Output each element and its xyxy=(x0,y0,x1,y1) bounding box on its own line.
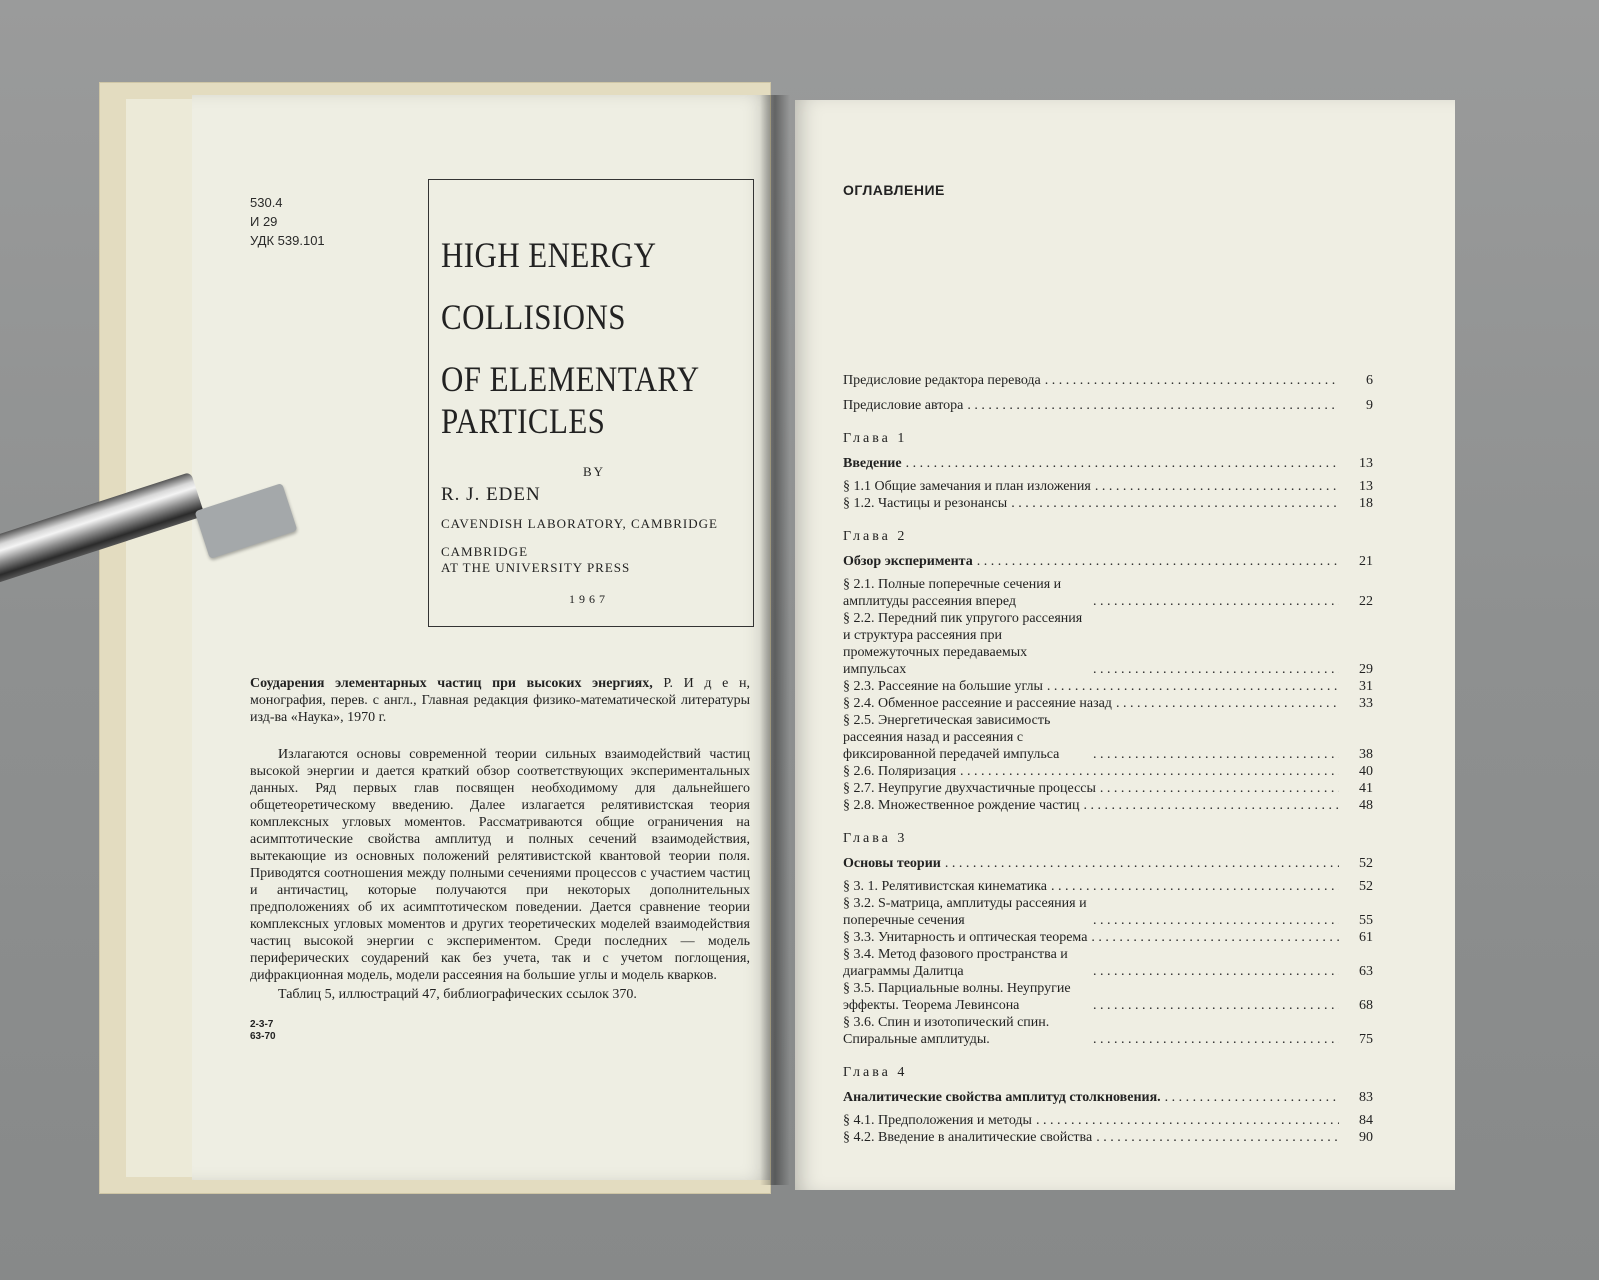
toc-entry-text: § 3.3. Унитарность и оптическая теорема xyxy=(843,930,1088,945)
toc-page-number: 41 xyxy=(1359,781,1373,796)
toc-page-number: 90 xyxy=(1359,1130,1373,1145)
toc-section-entry xyxy=(843,895,1373,929)
toc-leader-dots xyxy=(1036,1112,1339,1129)
toc-page-number: 83 xyxy=(1359,1090,1373,1105)
english-title-line: OF ELEMENTARY xyxy=(441,359,700,399)
toc-leader-dots xyxy=(1093,1031,1339,1048)
print-code: 63-70 xyxy=(250,1031,276,1042)
toc-page-number: 48 xyxy=(1359,798,1373,813)
left-page xyxy=(192,95,770,1180)
abstract xyxy=(250,675,750,1003)
print-code: 2-3-7 xyxy=(250,1019,274,1030)
toc-page-number: 61 xyxy=(1359,930,1373,945)
toc-entry-text: § 2.6. Поляризация xyxy=(843,764,957,779)
toc-page-number: 13 xyxy=(1359,456,1373,471)
chapter-title: Обзор эксперимента xyxy=(843,554,973,569)
abstract-stats: Таблиц 5, иллюстраций 47, библиографических ссылок 370. xyxy=(278,987,637,1002)
flyleaf xyxy=(126,99,196,1177)
toc-front-entry xyxy=(843,372,1373,389)
toc-section-entry xyxy=(843,929,1373,946)
toc-leader-dots xyxy=(1093,746,1339,763)
toc-page-number: 31 xyxy=(1359,679,1373,694)
chapter-title: Основы теории xyxy=(843,856,941,871)
chapter-label: Глава 4 xyxy=(843,1065,908,1080)
toc-section-entry xyxy=(843,610,1373,678)
toc-page-number: 40 xyxy=(1359,764,1373,779)
toc-leader-dots xyxy=(1093,997,1339,1014)
author-affiliation: CAVENDISH LABORATORY, CAMBRIDGE xyxy=(441,516,718,531)
toc-entry-text: § 2.2. Передний пик упругого рассеяния и структура рассеяния при промежуточных передаваемых импульсах xyxy=(843,611,1083,677)
toc-page-number: 84 xyxy=(1359,1113,1373,1128)
toc-entry-text: § 3.5. Парциальные волны. Неупругие эффекты. Теорема Левинсона xyxy=(843,981,1071,1013)
english-title xyxy=(441,224,700,452)
toc-leader-dots xyxy=(1093,963,1339,980)
toc-entry-text: § 2.7. Неупругие двухчастичные процессы xyxy=(843,781,1096,796)
toc-leader-dots xyxy=(1093,912,1339,929)
toc-entry-text: § 3.2. S-матрица, амплитуды рассеяния и поперечные сечения xyxy=(843,896,1087,928)
toc-section-entry xyxy=(843,763,1373,780)
toc-leader-dots xyxy=(1093,661,1339,678)
original-title-frame xyxy=(428,179,754,627)
chapter-label: Глава 2 xyxy=(843,529,908,544)
udc-line: 530.4 xyxy=(250,195,283,210)
english-title-line: COLLISIONS xyxy=(441,297,626,337)
publisher-line: AT THE UNIVERSITY PRESS xyxy=(441,560,631,575)
chapter-label: Глава 3 xyxy=(843,831,908,846)
toc-title: ОГЛАВЛЕНИЕ xyxy=(843,182,945,198)
toc-entry-text: Предисловие автора xyxy=(843,398,964,413)
print-codes xyxy=(250,1019,276,1043)
abstract-body: Излагаются основы современной теории сильных взаимодействий частиц высокой энергии и дается краткий обзор соответствующих экспериментальных данных. Ряд первых глав посвящен необходимому для дальнейшего общетеоретическому введению. Далее излагается релятивистская теория комплексных угловых моментов. Рассматриваются общие ограничения на асимптотические свойства амплитуд и полных сечений взаимодействия, вытекающие из основных положений релятивистской квантовой теории поля. Приводятся соотношения между полными сечениями процессов с участием частиц и античастиц, которые получаются при некоторых дополнительных предположениях об их асимптотическом поведении. Дается сравнение теории комплексных угловых моментов и других теоретических моделей взаимодействия частиц высокой энергии с экспериментом. Среди последних — модель периферических соударений как без учета, так и с учетом поглощения, дифракционная модель, модели рассеяния на большие углы и модель кварков. xyxy=(250,747,750,983)
chapter-title-row xyxy=(843,855,1373,872)
toc-leader-dots xyxy=(906,455,1339,472)
toc-page-number: 29 xyxy=(1359,662,1373,677)
book-spine xyxy=(760,95,790,1185)
toc-page-number: 18 xyxy=(1359,496,1373,511)
toc-section-entry xyxy=(843,1014,1373,1048)
abstract-title: Соударения элементарных частиц при высоких энергиях, xyxy=(250,676,653,691)
toc-leader-dots xyxy=(1051,878,1339,895)
toc-leader-dots xyxy=(1047,678,1339,695)
toc-entry-text: § 2.3. Рассеяние на большие углы xyxy=(843,679,1043,694)
toc-leader-dots xyxy=(960,763,1339,780)
toc-entry-text: § 2.8. Множественное рождение частиц xyxy=(843,798,1080,813)
chapter-title: Введение xyxy=(843,456,902,471)
toc-leader-dots xyxy=(1116,695,1339,712)
chapter-title: Аналитические свойства амплитуд столкновения. xyxy=(843,1090,1161,1105)
toc-section-entry xyxy=(843,1112,1373,1129)
toc-leader-dots xyxy=(1084,797,1339,814)
toc-entry-text: § 4.1. Предположения и методы xyxy=(843,1113,1032,1128)
toc-front-entry xyxy=(843,397,1373,414)
table-of-contents xyxy=(843,372,1373,1146)
toc-leader-dots xyxy=(1011,495,1339,512)
toc-entry-text: § 3.4. Метод фазового пространства и диаграммы Далитца xyxy=(843,947,1068,979)
abstract-meta: Р. И д е н, монография, перев. с англ., Главная редакция физико-математической литературы изд-ва «Наука», 1970 г. xyxy=(250,676,750,725)
toc-leader-dots xyxy=(967,397,1339,414)
udc-line: УДК 539.101 xyxy=(250,233,325,248)
chapter-title-row xyxy=(843,553,1373,570)
toc-entry-text: § 2.1. Полные поперечные сечения и амплитуды рассеяния вперед xyxy=(843,577,1062,609)
toc-entry-text: § 3.6. Спин и изотопический спин. Спиральные амплитуды. xyxy=(843,1015,1050,1047)
udc-classification xyxy=(250,193,325,250)
toc-page-number: 52 xyxy=(1359,879,1373,894)
toc-page-number: 9 xyxy=(1366,398,1373,413)
chapter-label: Глава 1 xyxy=(843,431,908,446)
toc-entry-text: § 2.5. Энергетическая зависимость рассеяния назад и рассеяния с фиксированной передачей импульса xyxy=(843,713,1060,762)
toc-page-number: 52 xyxy=(1359,856,1373,871)
chapter-title-row xyxy=(843,1089,1373,1106)
toc-page-number: 13 xyxy=(1359,479,1373,494)
toc-section-entry xyxy=(843,495,1373,512)
toc-page-number: 21 xyxy=(1359,554,1373,569)
toc-leader-dots xyxy=(1093,593,1339,610)
toc-leader-dots xyxy=(945,855,1339,872)
toc-entry-text: § 3. 1. Релятивистская кинематика xyxy=(843,879,1047,894)
toc-page-number: 22 xyxy=(1359,594,1373,609)
toc-section-entry xyxy=(843,1129,1373,1146)
chapter-title-row xyxy=(843,455,1373,472)
toc-leader-dots xyxy=(1096,1129,1339,1146)
toc-section-entry xyxy=(843,478,1373,495)
toc-page-number: 6 xyxy=(1366,373,1373,388)
publisher-line: CAMBRIDGE xyxy=(441,544,529,559)
english-title-line: HIGH ENERGY xyxy=(441,235,657,275)
by-label: BY xyxy=(583,464,606,479)
author-name: R. J. EDEN xyxy=(441,484,541,505)
toc-entry-text: § 1.1 Общие замечания и план изложения xyxy=(843,479,1091,494)
toc-page-number: 38 xyxy=(1359,747,1373,762)
toc-page-number: 68 xyxy=(1359,998,1373,1013)
toc-entry-text: § 1.2. Частицы и резонансы xyxy=(843,496,1008,511)
right-page xyxy=(795,100,1455,1190)
udc-line: И 29 xyxy=(250,214,278,229)
toc-section-entry xyxy=(843,576,1373,610)
toc-leader-dots xyxy=(1095,478,1339,495)
toc-section-entry xyxy=(843,980,1373,1014)
toc-entry-text: § 2.4. Обменное рассеяние и рассеяние назад xyxy=(843,696,1112,711)
toc-leader-dots xyxy=(977,553,1339,570)
toc-page-number: 33 xyxy=(1359,696,1373,711)
toc-page-number: 75 xyxy=(1359,1032,1373,1047)
english-title-line: PARTICLES xyxy=(441,401,606,441)
toc-page-number: 55 xyxy=(1359,913,1373,928)
toc-section-entry xyxy=(843,695,1373,712)
toc-leader-dots xyxy=(1100,780,1339,797)
toc-section-entry xyxy=(843,946,1373,980)
toc-entry-text: Предисловие редактора перевода xyxy=(843,373,1041,388)
toc-section-entry xyxy=(843,878,1373,895)
toc-section-entry xyxy=(843,780,1373,797)
toc-leader-dots xyxy=(1165,1089,1339,1106)
toc-entry-text: § 4.2. Введение в аналитические свойства xyxy=(843,1130,1093,1145)
toc-section-entry xyxy=(843,678,1373,695)
toc-section-entry xyxy=(843,712,1373,763)
toc-page-number: 63 xyxy=(1359,964,1373,979)
toc-section-entry xyxy=(843,797,1373,814)
toc-leader-dots xyxy=(1091,929,1339,946)
toc-leader-dots xyxy=(1045,372,1339,389)
publication-year: 1967 xyxy=(569,592,609,606)
